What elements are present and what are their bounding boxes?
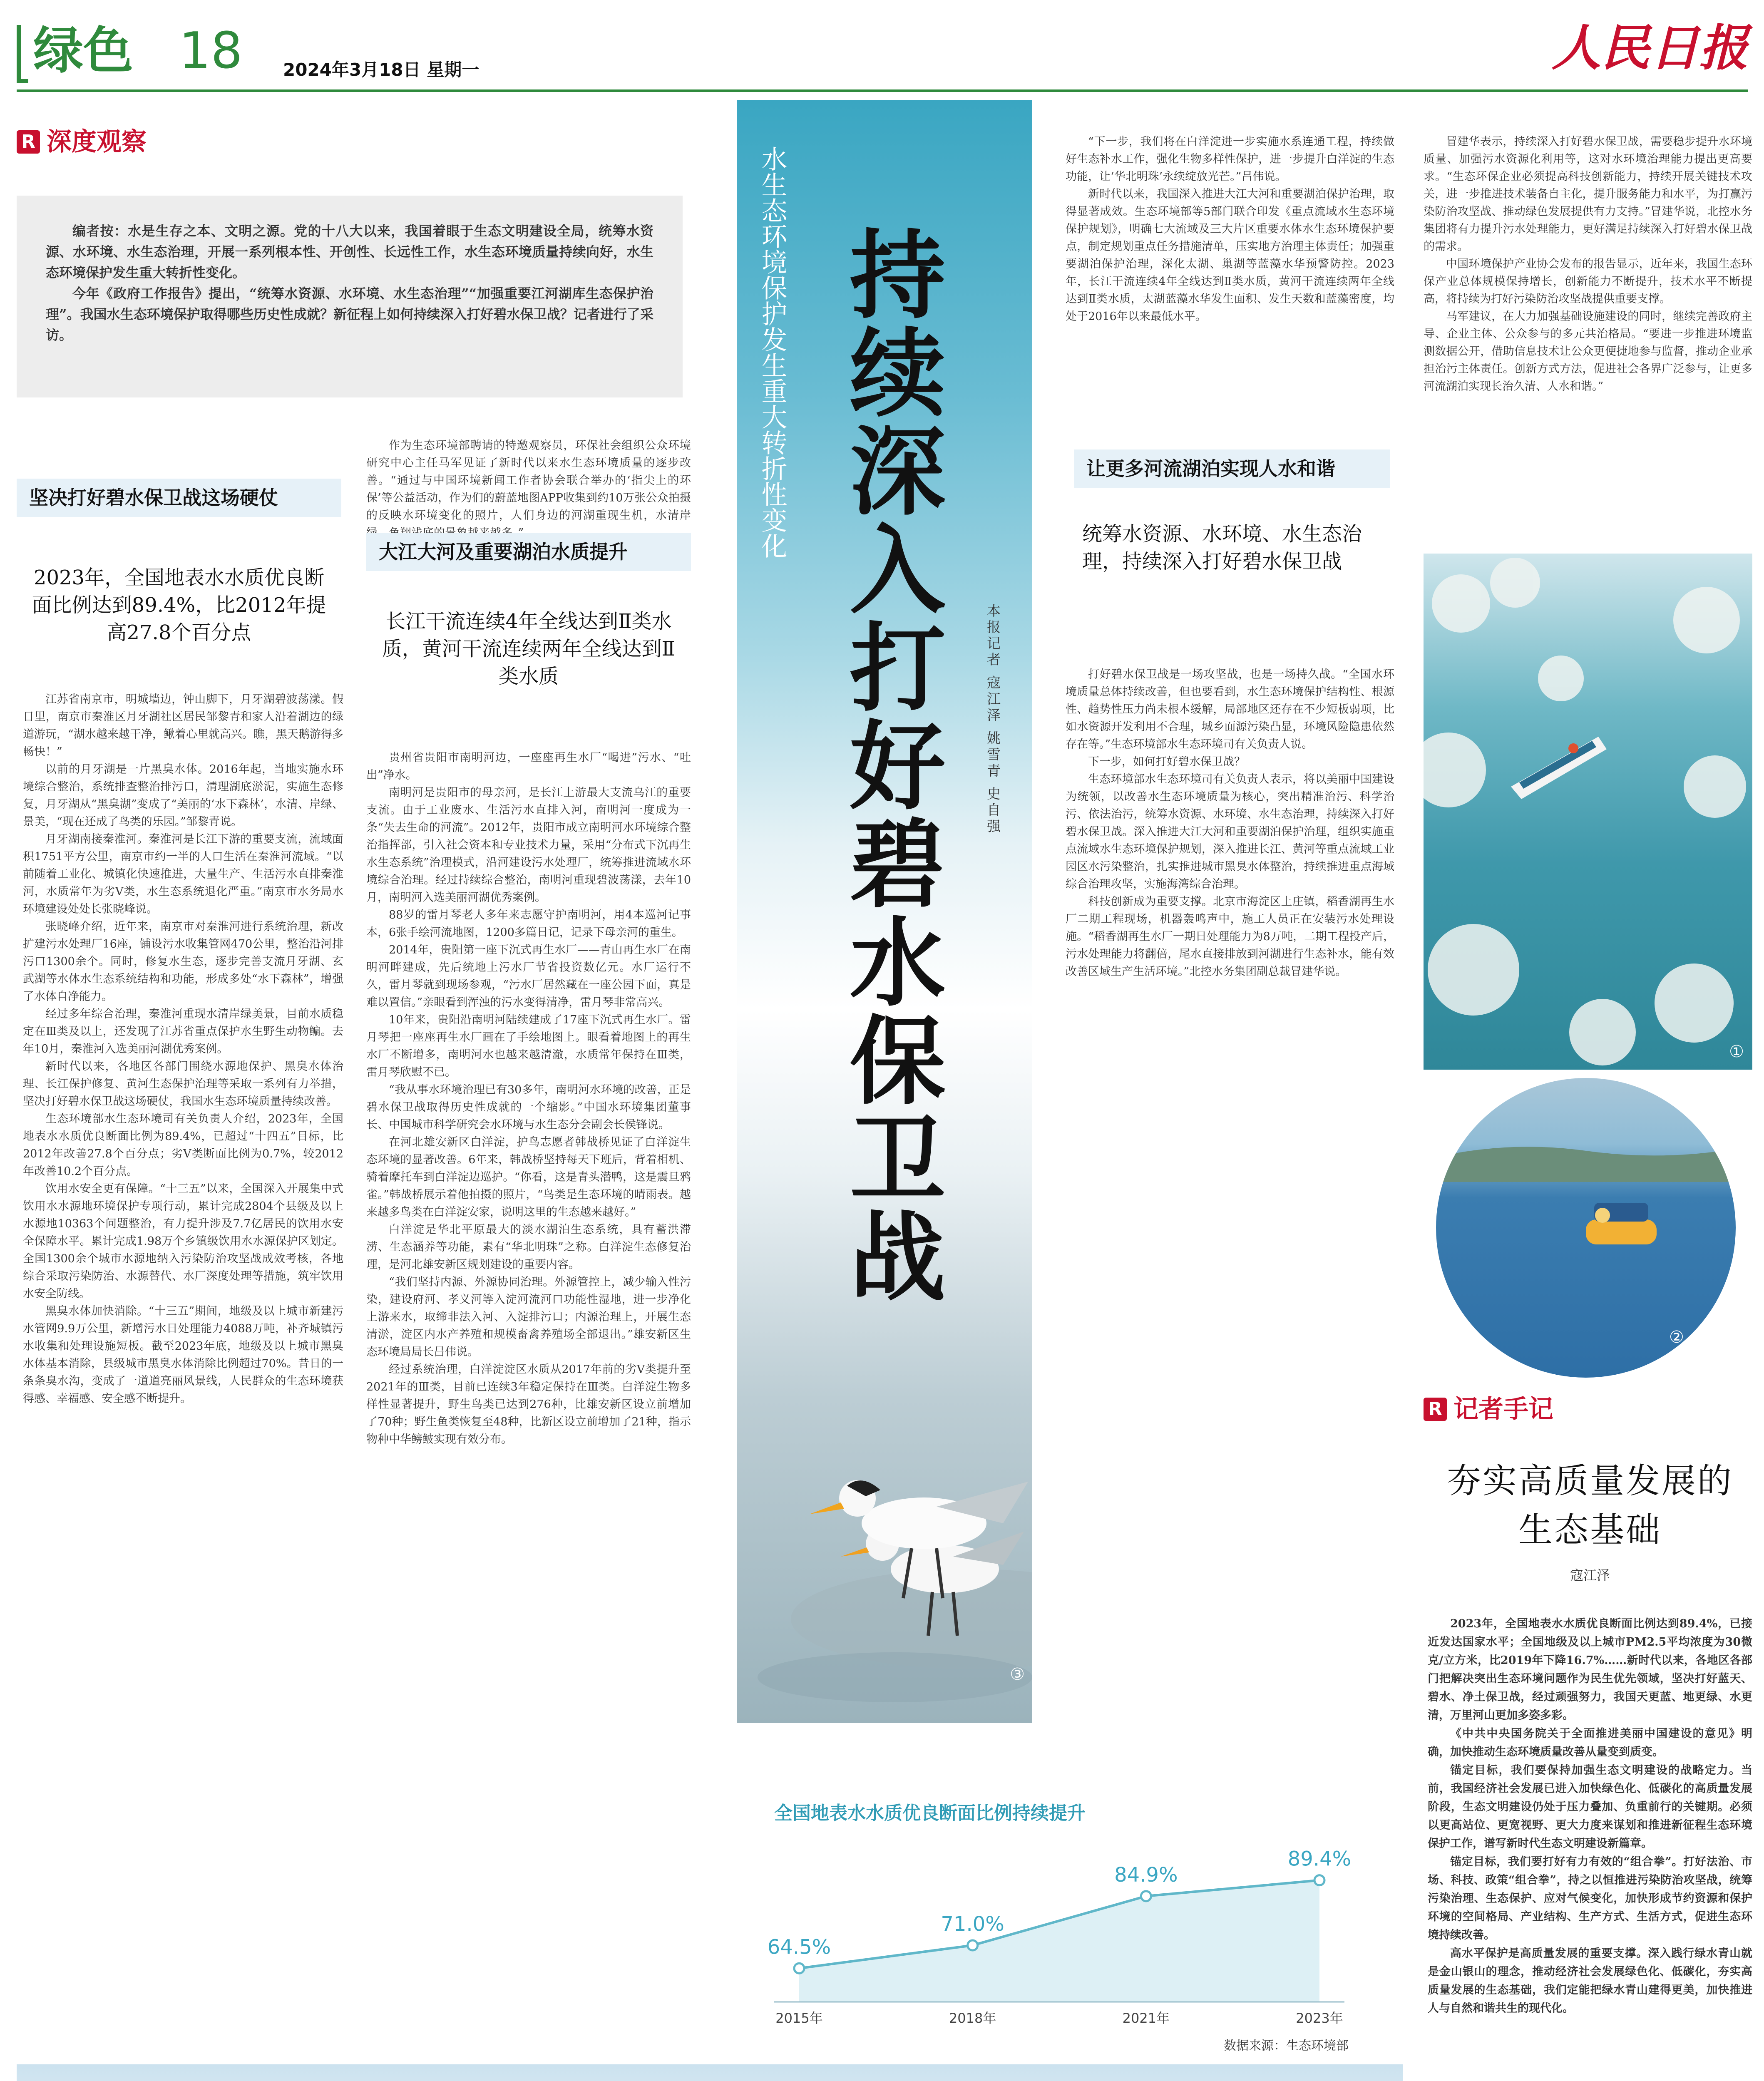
paragraph: 2023年，全国地表水水质优良断面比例达到89.4%，已接近发达国家水平；全国地级及以上城市PM2.5平均浓度为30微克/立方米，比2019年下降16.7%……新时代以来，各地区各部门把解决突出生态环境问题作为民生优先领域，坚决打好蓝天、碧水、净土保卫战，经过顽强努力，我国天更蓝、地更绿、水更清，万里河山更加多姿多彩。 xyxy=(1428,1617,1752,1722)
data-point xyxy=(1314,1875,1324,1885)
photo-2-lake xyxy=(1436,1078,1736,1378)
column-3 xyxy=(1066,666,1394,981)
photo-marker-2: ② xyxy=(1669,1328,1684,1347)
page-number: 18 xyxy=(179,22,243,80)
section-subhead-1: 2023年，全国地表水水质优良断面比例达到89.4%，比2012年提高27.8个百分点 xyxy=(32,566,326,644)
paragraph: 锚定目标，我们要打好有力有效的“组合拳”。打好法治、市场、科技、政策“组合拳”，持之以恒推进污染防治攻坚战，统筹污染治理、生态保护、应对气候变化，加快形成节约资源和保护环境的空间格局、产业结构、生产方式、生活方式，促进生态环境持续改善。 xyxy=(1428,1855,1752,1942)
data-label: 71.0% xyxy=(941,1912,1004,1936)
paragraph: 新时代以来，各地区各部门围绕水源地保护、黑臭水体治理、长江保护修复、黄河生态保护治理等采取一系列有力举措，坚决打好碧水保卫战这场硬仗，我国水生态环境质量持续改善。 xyxy=(23,1060,343,1108)
paragraph: 江苏省南京市，明城墙边，钟山脚下，月牙湖碧波荡漾。假日里，南京市秦淮区月牙湖社区居民邹黎青和家人沿着湖边的绿道游玩，“湖水越来越干净，鳅着心里就高兴。瞧，黑天鹅游得多畅快！” xyxy=(23,693,343,758)
photo-1-boat xyxy=(1424,554,1752,1070)
paragraph: 科技创新成为重要支撑。北京市海淀区上庄镇，稻香湖再生水厂二期工程现场，机器轰鸣声中，施工人员正在安装污水处理设施。“稻香湖再生水厂一期日处理能力为8万吨，二期工程投产后，污水处理能力将翻倍，尾水直接排放到河湖进行生态补水，能有效改善区域生产生活环境。”北控水务集团副总裁冒建华说。 xyxy=(1066,895,1394,978)
paragraph: 10年来，贵阳沿南明河陆续建成了17座下沉式再生水厂。雷月琴把一座座再生水厂画在了手绘地图上。眼看着地图上的再生水厂不断增多，南明河水也越来越清澈，水质常年保持在Ⅲ类，雷月琴欣慰不已。 xyxy=(366,1013,691,1079)
r-badge-icon: R xyxy=(17,130,40,154)
paragraph: 高水平保护是高质量发展的重要支撑。深入践行绿水青山就是金山银山的理念，推动经济社会发展绿色化、低碳化，夯实高质量发展的生态基础，我们定能把绿水青山建得更美，加快推进人与自然和谐共生的现代化。 xyxy=(1428,1947,1752,2015)
chart-area xyxy=(799,1880,1319,2002)
paragraph: “下一步，我们将在白洋淀进一步实施水系连通工程，持续做好生态补水工作，强化生物多样性保护，进一步提升白洋淀的生态功能，让‘华北明珠’永续绽放光芒。”吕伟说。 xyxy=(1066,135,1394,183)
paragraph: 冒建华表示，持续深入打好碧水保卫战，需要稳步提升水环境质量、加强污水资源化利用等，这对水环境治理能力提出更高要求。“生态环保企业必须提高科技创新能力，持续开展关键技术攻关，进一步推进技术装备自主化，提升服务能力和水平，为打赢污染防治攻坚战、推动绿色发展提供有力支持。”冒建华说，北控水务集团将有力提升污水处理能力，更好满足持续深入打好碧水保卫战的需求。 xyxy=(1424,135,1752,253)
paragraph: 2014年，贵阳第一座下沉式再生水厂——青山再生水厂在南明河畔建成，先后统地上污水厂节省投资数亿元。水厂运行不久，雷月琴就到现场参观，“污水厂居然藏在一座公园下面，真是难以置信。”亲眼看到浑浊的污水变得清净，雷月琴非常高兴。 xyxy=(366,944,691,1009)
paragraph: 经过多年综合治理，秦淮河重现水清岸绿美景，目前水质稳定在Ⅲ类及以上，还发现了江苏省重点保护水生野生动物鳊。去年10月，秦淮河入选美丽河湖优秀案例。 xyxy=(23,1008,343,1055)
kicker-1: 坚决打好碧水保卫战这场硬仗 xyxy=(17,479,341,517)
kicker-2: 大江大河及重要湖泊水质提升 xyxy=(366,533,691,571)
header-rule xyxy=(17,89,1748,92)
chart-source: 数据来源：生态环境部 xyxy=(1224,2039,1349,2053)
paragraph: 锚定目标，我们要保持加强生态文明建设的战略定力。当前，我国经济社会发展已进入加快绿色化、低碳化的高质量发展阶段，生态文明建设仍处于压力叠加、负重前行的关键期。必须以更高站位、更宽视野、更大力度来谋划和推进新征程生态环境保护工作，谱写新时代生态文明建设新篇章。 xyxy=(1428,1764,1752,1850)
paragraph: 下一步，如何打好碧水保卫战？ xyxy=(1088,755,1245,768)
issue-date: 2024年3月18日 星期一 xyxy=(283,60,480,80)
column-2-top xyxy=(366,437,691,542)
section-heading-2 xyxy=(366,533,691,571)
section-name: 绿色 xyxy=(33,22,133,80)
editor-note-text-2: 今年《政府工作报告》提出，“统筹水资源、水环境、水生态治理”“加强重要江河湖库生态保护治理”。我国水生态环境保护取得哪些历史性成就？新征程上如何持续深入打好碧水保卫战？记者进行了采访。 xyxy=(46,286,653,343)
paragraph: “我们坚持内源、外源协同治理。外源管控上，减少输入性污染，建设府河、孝义河等入淀河流河口功能性湿地，进一步净化上游来水，取缔非法入河、入淀排污口；内源治理上，开展生态清淤，淀区内水产养殖和规模畜禽养殖场全部退出。”雄安新区生态环境局局长吕伟说。 xyxy=(366,1276,691,1358)
x-tick-label: 2015年 xyxy=(775,2010,823,2026)
column-3-top xyxy=(1066,133,1394,325)
paragraph: 以前的月牙湖是一片黑臭水体。2016年起，当地实施水环境综合整治，系统排查整治排污口，清理湖底淤泥，实施生态修复，月牙湖从“黑臭湖”变成了“美丽的‘水下森林’，水清、岸绿、景美，“现在还成了鸟类的乐园。”邹黎青说。 xyxy=(23,763,343,828)
editor-note-text: 编者按：水是生存之本、文明之源。党的十八大以来，我国着眼于生态文明建设全局，统筹水资源、水环境、水生态治理，开展一系列根本性、开创性、长远性工作，水生态环境质量持续向好，水生态环境保护发生重大转折性变化。 xyxy=(46,223,653,281)
data-point xyxy=(968,1940,978,1950)
line-chart xyxy=(737,1835,1403,2052)
paragraph: “我从事水环境治理已有30多年，南明河水环境的改善，正是碧水保卫战取得历史性成就的一个缩影。”中国水环境集团董事长、中国城市科学研究会水环境与水生态分会副会长侯锋说。 xyxy=(366,1083,691,1131)
article-subtitle: 水生态环境保护发生重大转折性变化 xyxy=(757,146,788,559)
section-subhead-2: 长江干流连续4年全线达到Ⅱ类水质，黄河干流连续两年全线达到Ⅱ类水质 xyxy=(382,610,676,688)
byline: 本报记者 寇江泽 姚雪青 史自强 xyxy=(985,603,1001,835)
reporter-note-label: 记者手记 xyxy=(1453,1395,1553,1424)
note-author: 寇江泽 xyxy=(1570,1567,1610,1583)
paragraph: 黑臭水体加快消除。“十三五”期间，地级及以上城市新建污水管网9.9万公里，新增污水日处理能力4088万吨，补齐城镇污水收集和处理设施短板。截至2023年底，地级及以上城市黑臭水体基本消除，县级城市黑臭水体消除比例超过70%。昔日的一条条臭水沟，变成了一道道亮丽风景线，人民群众的生态环境获得感、幸福感、安全感不断提升。 xyxy=(23,1305,343,1405)
r-badge-icon: R xyxy=(1424,1398,1447,1421)
paragraph: 马军建议，在大力加强基础设施建设的同时，继续完善政府主导、企业主体、公众参与的多元共治格局。“要进一步推进环境监测数据公开，借助信息技术让公众更便捷地参与监督，推动企业承担治污主体责任。创新方式方法，促进社会各界广泛参与，让更多河流湖泊实现长治久清、人水和谐。” xyxy=(1424,310,1752,393)
paragraph: 张晓峰介绍，近年来，南京市对秦淮河进行系统治理，新改扩建污水处理厂16座，铺设污水收集管网470公里，整治沿河排污口1300余个。同时，修复水生态，逐步完善支流月牙湖、玄武湖等水体水生态系统结构和功能，形成多处“水下森林”，增强了水体自净能力。 xyxy=(23,920,343,1003)
chart-marker-3: ③ xyxy=(1010,1665,1025,1684)
paragraph: 饮用水安全更有保障。“十三五”以来，全国深入开展集中式饮用水水源地环境保护专项行动，累计完成2804个县级及以上水源地10363个问题整治，有力提升涉及7.7亿居民的饮用水安全保障水平。累计完成1.98万个乡镇级饮用水水源保护区划定。全国1300余个城市水源地纳入污染防治攻坚战成效考核，各地综合采取污染防治、水源替代、水厂深度处理等措施，筑牢饮用水安全防线。 xyxy=(23,1182,343,1300)
x-tick-label: 2018年 xyxy=(949,2010,996,2026)
section-heading-1 xyxy=(17,479,341,517)
kicker-3: 让更多河流湖泊实现人水和谐 xyxy=(1074,449,1390,488)
data-point xyxy=(1141,1891,1151,1901)
paragraph: 打好碧水保卫战是一场攻坚战，也是一场持久战。“全国水环境质量总体持续改善，但也要看到，水生态环境保护结构性、根源性、趋势性压力尚未根本缓解，局部地区还存在不少短板弱项，比如水资源开发利用不合理，城乡面源污染凸显，环境风险隐患依然存在等。”生态环境部水生态环境司有关负责人说。 xyxy=(1066,668,1394,751)
section-subhead-3: 统筹水资源、水环境、水生态治理，持续深入打好碧水保卫战 xyxy=(1082,522,1362,573)
paddle-boat-icon xyxy=(1586,1203,1657,1244)
paragraph: 作为生态环境部聘请的特邀观察员，环保社会组织公众环境研究中心主任马军见证了新时代以来水生态环境质量的逐步改善。“通过与中国环境新闻工作者协会联合举办的‘指尖上的环保’等公益活动，作为们的蔚蓝地图APP收集到约10万张公众拍摄的反映水环境变化的照片，人们身边的河湖重现生机，水清岸 xyxy=(366,439,691,522)
header-bracket xyxy=(17,25,28,83)
paragraph: 《中共中央国务院关于全面推进美丽中国建设的意见》明确，加快推动生态环境质量改善从量变到质变。 xyxy=(1428,1727,1752,1758)
boat-icon xyxy=(1511,737,1607,799)
page-header xyxy=(17,17,1748,87)
article-title: 持续深入打好碧水保卫战 xyxy=(833,225,944,1305)
deep-observation-label: 深度观察 xyxy=(47,127,147,156)
paragraph: 白洋淀是华北平原最大的淡水湖泊生态系统，具有蓄洪滞涝、生态涵养等功能，素有“华北明珠”之称。白洋淀生态修复治理，是河北雄安新区规划建设的重要内容。 xyxy=(366,1223,691,1271)
paragraph: 在河北雄安新区白洋淀，护鸟志愿者韩战桥见证了白洋淀生态环境的显著改善。6年来，韩战桥坚持每天下班后，背着相机、骑着摩托车到白洋淀边巡护。“你看，这是青头潜鸭，这是震旦鸦雀。”韩战桥展示着他拍摄的照片，“鸟类是生态环境的晴雨表。越来越多鸟类在白洋淀安家，说明这里的生态越来越好。” xyxy=(366,1136,691,1219)
photo-4-panorama xyxy=(17,2064,1403,2081)
column-1 xyxy=(23,691,343,1408)
paragraph: 生态环境部水生态环境司有关负责人表示，将以美丽中国建设为统领，以改善水生态环境质量为核心，突出精准治污、科学治污、依法治污，统筹水资源、水环境、水生态治理，持续深入打好碧水保卫战。深入推进大江大河和重要湖泊保护治理，组织实施重点流域水生态环境保护规划，深入推进长江、黄河等重点流域工业园区水污染整治，扎实推进城市黑臭水体整治，持续推进重点海域综合治理攻坚，实施海湾综合治理。 xyxy=(1066,773,1394,891)
column-4 xyxy=(1424,133,1752,395)
editor-note-box xyxy=(17,196,683,397)
paragraph: 中国环境保护产业协会发布的报告显示，近年来，我国生态环保产业总体规模保持增长，创新能力不断提升，技术水平不断提高，将持续为打好污染防治攻坚战提供重要支撑。 xyxy=(1424,258,1752,305)
paragraph: 经过系统治理，白洋淀淀区水质从2017年前的劣Ⅴ类提升至2021年的Ⅲ类，目前已连续3年稳定保持在Ⅲ类。白洋淀生物多样性显著提升，野生鸟类已达到276种，比雄安新区设立前增加了70种；野生鱼类恢复至48种，比新区设立前增加了21种，指示物种中华鳑鲏实现有效分布。 xyxy=(366,1363,691,1446)
note-title: 夯实高质量发展的生态基础 xyxy=(1446,1461,1733,1550)
note-body xyxy=(1428,1615,1752,2018)
photo-marker-1: ① xyxy=(1729,1042,1744,1061)
paragraph: 88岁的雷月琴老人多年来志愿守护南明河，用4本巡河记事本，6张手绘河流地图，1200多篇日记，记录下母亲河的重生。 xyxy=(366,909,691,939)
masthead-logo: 人民日报 xyxy=(1551,19,1748,77)
section-heading-3 xyxy=(1074,449,1390,488)
paragraph: 南明河是贵阳市的母亲河，是长江上游最大支流乌江的重要支流。由于工业废水、生活污水直排入河，南明河一度成为一条“失去生命的河流”。2012年，贵阳市成立南明河水环境综合整治指挥部，引入社会资本和专业技术力量，采用“分布式下沉再生水生态系统”治理模式，沿河建设污水处理厂，统筹推进流域水环境综合治理。经过持续综合整治，南明河重现碧波荡漾，去年10月，南明河入选美丽河湖优秀案例。 xyxy=(366,786,691,904)
data-label: 64.5% xyxy=(767,1935,831,1959)
data-point xyxy=(794,1963,804,1973)
data-label: 89.4% xyxy=(1287,1847,1352,1871)
x-tick-label: 2023年 xyxy=(1296,2010,1343,2026)
column-2 xyxy=(366,749,691,1448)
paragraph: 月牙湖南接秦淮河。秦淮河是长江下游的重要支流，流域面积1751平方公里，南京市约一半的人口生活在秦淮河流域。“以前随着工业化、城镇化快速推进，大量生产、生活污水直排秦淮河，水质常年为劣Ⅴ类，水生态系统退化严重。”南京市水务局水环境建设处处长张晓峰说。 xyxy=(23,833,343,916)
paragraph: 新时代以来，我国深入推进大江大河和重要湖泊保护治理，取得显著成效。生态环境部等5部门联合印发《重点流域水生态环境保护规划》，明确七大流域及三大片区重要水体水生态环境保护要点，制定规划重点任务措施清单，压实地方治理主体责任；加强重要湖泊保护治理，深化太湖、巢湖等蓝藻水华预警防控。2023年，长江干流连续4年全线达到Ⅱ类水质，黄河干流连续两年全线达到Ⅱ类水质，太湖蓝藻水华发生面积、发生天数和蓝藻密度，均处于2016年以来最低水平。 xyxy=(1066,188,1394,323)
paragraph: 贵州省贵阳市南明河边，一座座再生水厂“喝进”污水、“吐出”净水。 xyxy=(366,751,691,782)
paragraph: 生态环境部水生态环境司有关负责人介绍，2023年，全国地表水水质优良断面比例为89.4%，已超过“十四五”目标，比2012年改善27.8个百分点；劣Ⅴ类断面比例为0.7%，较2012年改善10.2个百分点。 xyxy=(23,1113,343,1178)
x-tick-label: 2021年 xyxy=(1122,2010,1170,2026)
data-label: 84.9% xyxy=(1114,1863,1178,1887)
chart-title: 全国地表水水质优良断面比例持续提升 xyxy=(774,1803,1086,1824)
chart-panel xyxy=(737,1727,1403,2060)
